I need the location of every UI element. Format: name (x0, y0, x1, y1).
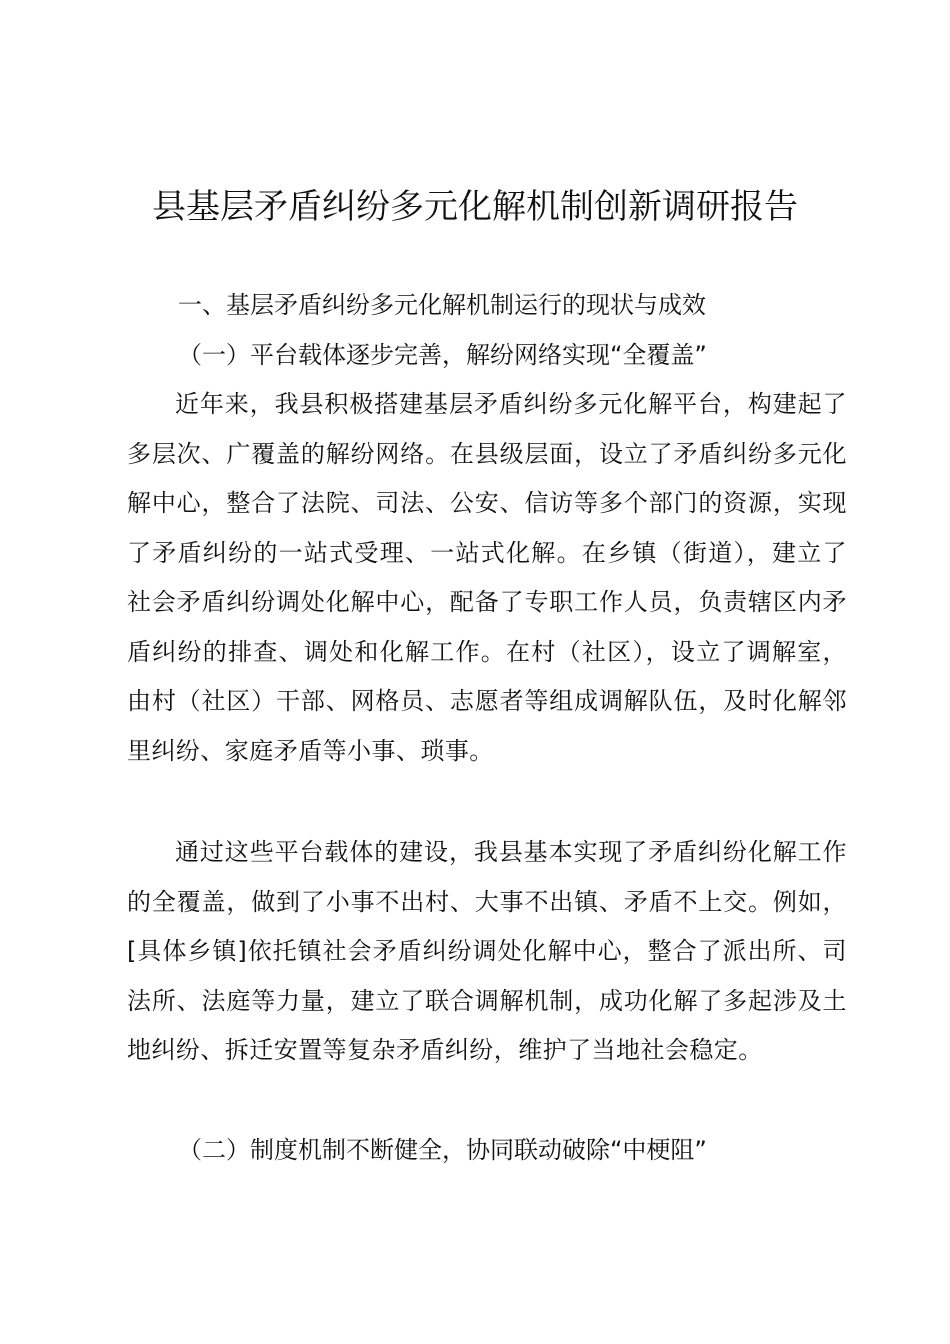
section-heading-1: 一、基层矛盾纠纷多元化解机制运行的现状与成效 (178, 291, 706, 319)
subsection-heading-2: （二）制度机制不断健全，协同联动破除“中梗阻” (178, 1136, 707, 1164)
paragraph-1: 近年来，我县积极搭建基层矛盾纠纷多元化解平台，构建起了多层次、广覆盖的解纷网络。在县级层面，设立了矛盾纠纷多元化解中心，整合了法院、司法、公安、信访等多个部门的资源，实现了矛盾纠纷的一站式受理、一站式化解。在乡镇（街道），建立了社会矛盾纠纷调处化解中心，配备了专职工作人员，负责辖区内矛盾纠纷的排查、调处和化解工作。在村（社区），设立了调解室，由村（社区）干部、网格员、志愿者等组成调解队伍，及时化解邻里纠纷、家庭矛盾等小事、琐事。 (127, 390, 847, 765)
document-title: 县基层矛盾纠纷多元化解机制创新调研报告 (152, 187, 798, 227)
subsection-heading-1: （一）平台载体逐步完善，解纷网络实现“全覆盖” (178, 341, 707, 369)
paragraph-2: 通过这些平台载体的建设，我县基本实现了矛盾纠纷化解工作的全覆盖，做到了小事不出村、大事不出镇、矛盾不上交。例如，[具体乡镇]依托镇社会矛盾纠纷调处化解中心，整合了派出所、司法所、法庭等力量，建立了联合调解机制，成功化解了多起涉及土地纠纷、拆迁安置等复杂矛盾纠纷，维护了当地社会稳定。 (127, 838, 847, 1064)
